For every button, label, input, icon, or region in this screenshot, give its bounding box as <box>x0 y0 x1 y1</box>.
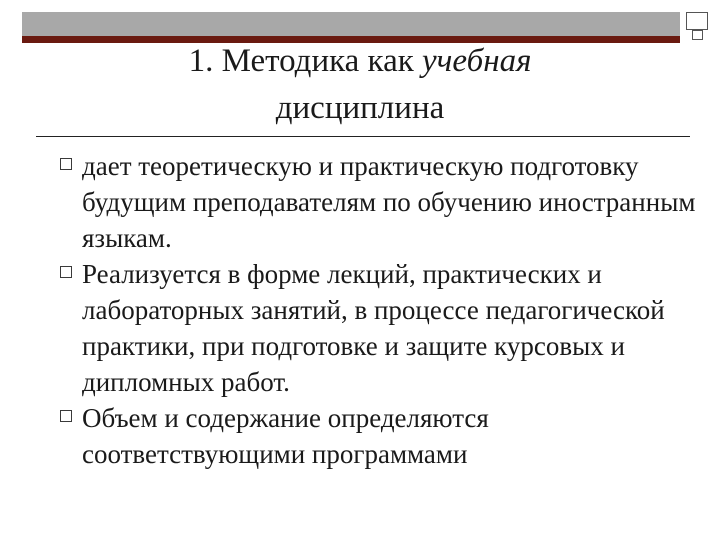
bullet-list <box>60 148 700 472</box>
bullet-item <box>60 256 700 400</box>
title-line2: дисциплина <box>275 90 445 126</box>
slide-title <box>90 38 630 132</box>
square-bullet-icon <box>60 266 72 278</box>
title-italic: учебная <box>422 43 532 79</box>
title-plain: 1. Методика как <box>188 43 422 79</box>
bullet-text: дает теоретическую и практическую подготовку будущим преподавателям по обучению иностранным языкам. <box>82 151 696 253</box>
bullet-text: Реализуется в форме лекций, практических и лабораторных занятий, в процессе педагогической практики, при подготовке и защите курсовых и дипломных работ. <box>82 259 665 397</box>
square-bullet-icon <box>60 158 72 170</box>
corner-decoration-small <box>692 30 703 40</box>
corner-decoration-large <box>686 12 708 30</box>
square-bullet-icon <box>60 410 72 422</box>
bullet-item <box>60 400 700 472</box>
title-divider <box>36 136 690 137</box>
bullet-item <box>60 148 700 256</box>
bullet-text: Объем и содержание определяются соответствующими программами <box>82 403 489 469</box>
